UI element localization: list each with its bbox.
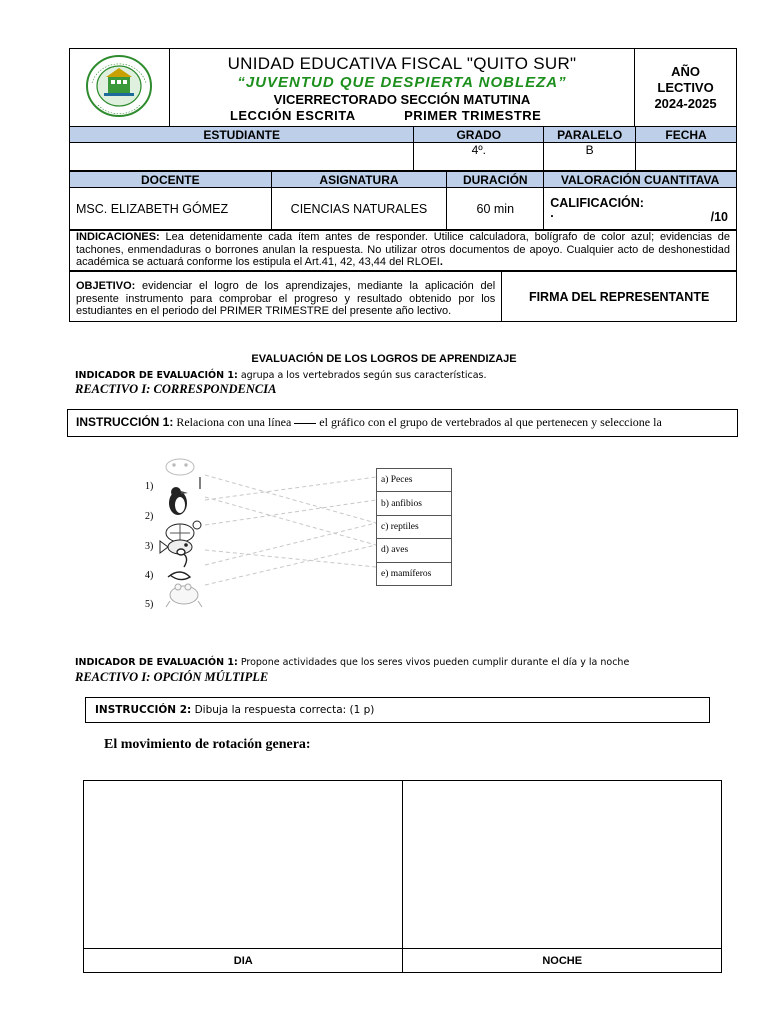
student-field[interactable] bbox=[70, 143, 414, 171]
option-item: e) mamíferos bbox=[377, 562, 452, 585]
subject-header: ASIGNATURA bbox=[271, 172, 447, 188]
grade-total: /10 bbox=[710, 210, 728, 224]
grade-cell bbox=[544, 188, 737, 231]
instruction-1-box bbox=[67, 409, 738, 437]
item-number: 2) bbox=[145, 511, 154, 522]
indicator-2-label: INDICADOR DE EVALUACIÓN 1: bbox=[75, 657, 238, 668]
valuation-header: VALORACIÓN CUANTITAVA bbox=[544, 172, 737, 188]
instruction-1-label: INSTRUCCIÓN 1: bbox=[76, 415, 174, 429]
student-table bbox=[69, 126, 737, 171]
logo-cell bbox=[70, 49, 170, 128]
instruction-1-text-a: Relaciona con una línea bbox=[173, 415, 295, 429]
subject-value: CIENCIAS NATURALES bbox=[271, 188, 447, 231]
year-label-2: LECTIVO bbox=[657, 80, 714, 95]
indicator-1 bbox=[75, 370, 487, 381]
instruction-2-text: Dibuja la respuesta correcta: (1 p) bbox=[191, 704, 375, 716]
night-label: NOCHE bbox=[403, 949, 722, 973]
exam-type: LECCIÓN ESCRITA bbox=[229, 108, 356, 123]
turtle-icon bbox=[166, 521, 201, 542]
student-header: ESTUDIANTE bbox=[70, 127, 414, 143]
day-drawing-area[interactable] bbox=[84, 781, 403, 949]
night-drawing-area[interactable] bbox=[403, 781, 722, 949]
duration-value: 60 min bbox=[447, 188, 544, 231]
vice-rectorate: VICERRECTORADO SECCIÓN MATUTINA bbox=[273, 92, 531, 107]
frog-icon bbox=[166, 584, 202, 607]
instruction-2-box bbox=[85, 697, 710, 723]
objective-table bbox=[69, 271, 737, 322]
answer-table bbox=[83, 780, 722, 973]
connector-lines bbox=[205, 475, 376, 585]
parallel-header: PARALELO bbox=[544, 127, 636, 143]
date-header: FECHA bbox=[636, 127, 737, 143]
question-text: El movimiento de rotación genera: bbox=[104, 737, 311, 752]
grade-value: 4º. bbox=[414, 143, 544, 171]
indicator-1-text: agrupa a los vertebrados según sus características. bbox=[237, 370, 487, 381]
option-item: a) Peces bbox=[377, 469, 452, 492]
penguin-icon bbox=[169, 487, 188, 515]
indications-table bbox=[69, 229, 737, 271]
item-number: 5) bbox=[145, 599, 154, 610]
grade-line bbox=[550, 206, 730, 224]
item-number: 1) bbox=[145, 481, 154, 492]
indications-end: . bbox=[439, 256, 443, 268]
reactivo-2: REACTIVO I: OPCIÓN MÚLTIPLE bbox=[75, 670, 269, 684]
indicator-1-label: INDICADOR DE EVALUACIÓN 1: bbox=[75, 370, 238, 381]
indications-cell bbox=[70, 230, 737, 271]
grade-dot: . bbox=[550, 206, 554, 220]
fish-icon bbox=[160, 540, 192, 554]
objective-cell bbox=[70, 272, 502, 322]
grade-header: GRADO bbox=[414, 127, 544, 143]
option-item: d) aves bbox=[377, 539, 452, 562]
indications-text: Lea detenidamente cada ítem antes de responder. Utilice calculadora, bolígrafo de color azul; evidencias de tachones, enmendaduras o borrones anulan la respuesta. No utilizar otros documentos de apoyo. Cualquier acto de deshonestidad académica se actuará conforme los estipula el Art.41, 42, 43,44 del RLOEI bbox=[76, 231, 730, 268]
header-table bbox=[69, 48, 737, 128]
exam-line bbox=[170, 108, 634, 124]
exam-term: PRIMER TRIMESTRE bbox=[404, 108, 542, 123]
item-number: 3) bbox=[145, 541, 154, 552]
matching-diagram bbox=[150, 455, 380, 615]
indicator-2-text: Propone actividades que los seres vivos pueden cumplir durante el día y la noche bbox=[237, 657, 630, 668]
parallel-value: B bbox=[544, 143, 636, 171]
grade-title: CALIFICACIÓN: bbox=[550, 196, 644, 210]
teacher-table bbox=[69, 171, 737, 231]
teacher-header: DOCENTE bbox=[70, 172, 272, 188]
section-title: EVALUACIÓN DE LOS LOGROS DE APRENDIZAJE bbox=[251, 353, 517, 365]
title-cell bbox=[169, 49, 634, 128]
duration-header: DURACIÓN bbox=[447, 172, 544, 188]
objective-label: OBJETIVO: bbox=[76, 280, 136, 292]
year-label-1: AÑO bbox=[671, 64, 700, 79]
reactivo-1: REACTIVO I: CORRESPONDENCIA bbox=[75, 382, 277, 396]
school-name: UNIDAD EDUCATIVA FISCAL "QUITO SUR" bbox=[227, 54, 577, 73]
school-logo-icon bbox=[84, 53, 154, 119]
date-field[interactable] bbox=[636, 143, 737, 171]
item-number: 4) bbox=[145, 570, 154, 581]
option-item: b) anfibios bbox=[377, 492, 452, 515]
snake-icon bbox=[168, 549, 190, 580]
indications-label: INDICACIONES: bbox=[76, 231, 160, 243]
signature-cell[interactable]: FIRMA DEL REPRESENTANTE bbox=[502, 272, 737, 322]
day-label: DIA bbox=[84, 949, 403, 973]
school-year: 2024-2025 bbox=[654, 96, 717, 111]
mammal-icon bbox=[166, 459, 194, 475]
instruction-1-text-b: el gráfico con el grupo de vertebrados al que pertenecen y seleccione la bbox=[316, 415, 662, 429]
indicator-2 bbox=[75, 657, 629, 668]
objective-text: evidenciar el logro de los aprendizajes, mediante la aplicación del presente instrumento para comprobar el progreso y resultado obtenido por los estudiantes en el periodo del PRIMER TRIMESTRE del presente año lectivo. bbox=[76, 280, 496, 317]
instruction-2-label: INSTRUCCIÓN 2: bbox=[95, 704, 192, 716]
option-item: c) reptiles bbox=[377, 515, 452, 538]
instruction-1 bbox=[76, 415, 662, 430]
line-sample bbox=[294, 423, 316, 424]
year-cell bbox=[635, 49, 737, 128]
teacher-value: MSC. ELIZABETH GÓMEZ bbox=[70, 188, 272, 231]
instruction-2 bbox=[95, 704, 374, 716]
options-table bbox=[376, 468, 452, 586]
school-motto: “JUVENTUD QUE DESPIERTA NOBLEZA” bbox=[237, 74, 567, 91]
